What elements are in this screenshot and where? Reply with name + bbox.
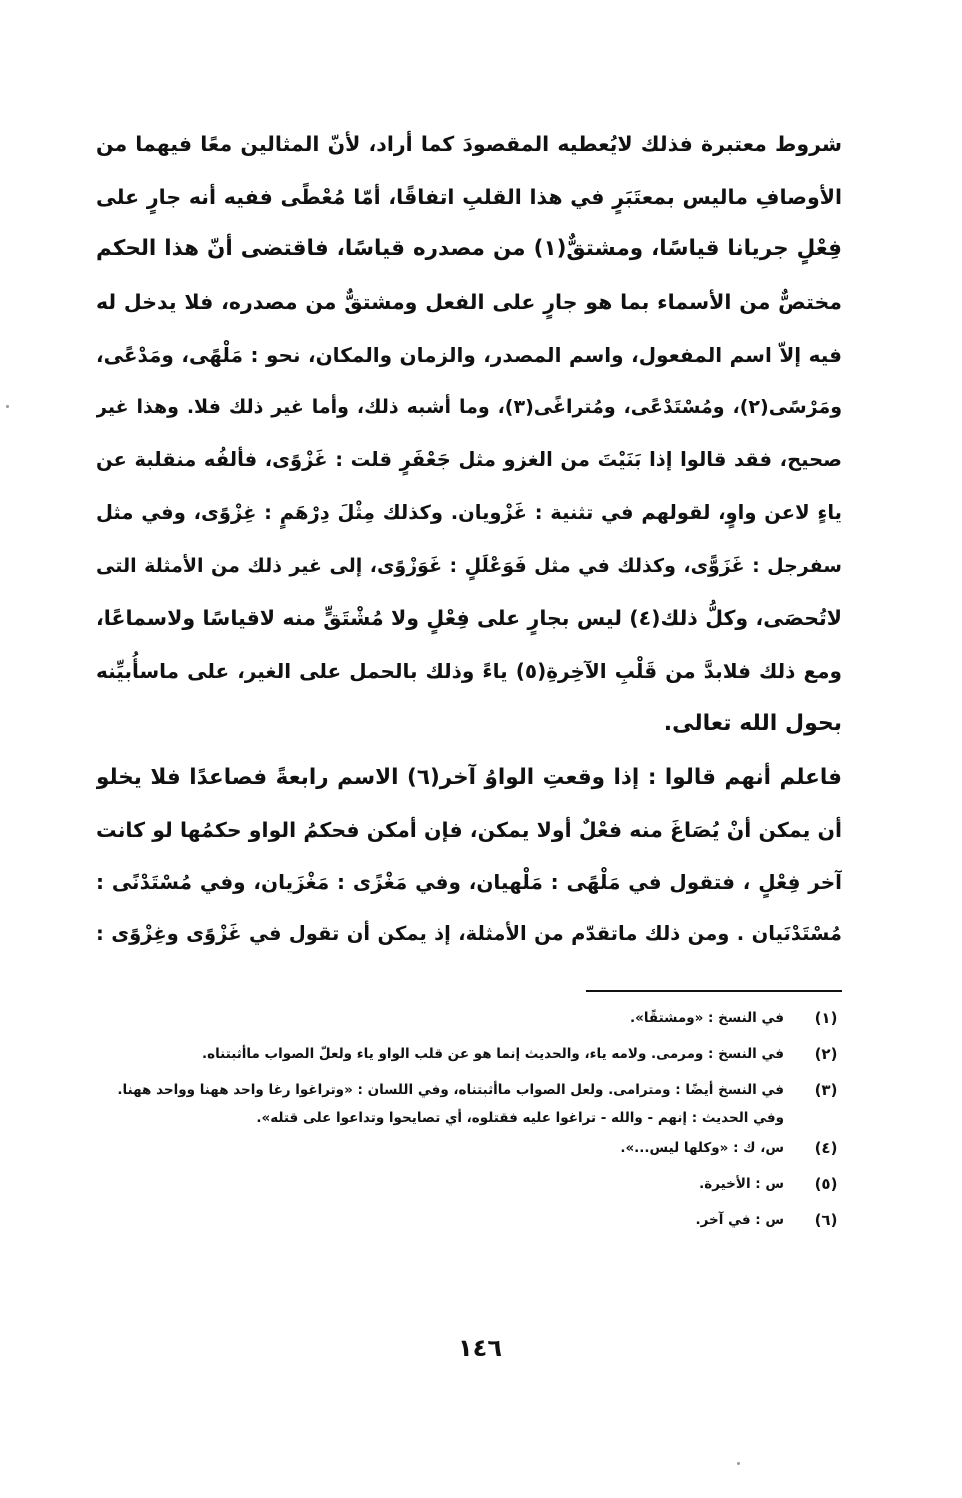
footnote-number: (٥)	[814, 1175, 838, 1193]
footnote-text: س، ك : «وكلها ليس...».	[620, 1140, 784, 1156]
text-line: شروط معتبرة فذلك لايُعطيه المقصودَ كما أراد، لأنّ المثالين معًا فيهما من	[96, 132, 842, 156]
text-line: ياءٍ لاعن واوٍ، لقولهم في تثنية : غَزْويان. وكذلك مِثْلَ دِرْهَمٍ : غِزْوًى، وفي مثل	[96, 500, 842, 524]
text-line: فاعلم أنهم قالوا : إذا وقعتِ الواوُ آخر(٦) الاسم رابعةً فصاعدًا فلا يخلو	[96, 765, 842, 790]
footnote-text: في النسخ : «ومشتقًا».	[629, 1010, 784, 1026]
text-line: آخر فِعْلٍ ، فتقول في مَلْهًى : مَلْهيان، وفي مَغْزًى : مَغْزَيان، وفي مُسْتَدْنًى :	[96, 870, 842, 894]
footnote-3	[96, 1076, 842, 1132]
text-line: أن يمكن أنْ يُصَاغَ منه فعْلٌ أولا يمكن، فإن أمكن فحكمُ الواو حكمُها لو كانت	[96, 818, 842, 842]
paragraph-2	[96, 752, 842, 960]
page-number: ١٤٦	[458, 1334, 502, 1362]
footnotes	[96, 1004, 842, 1242]
text-line: مُسْتَدْنَيان . ومن ذلك ماتقدّم من الأمثلة، إذ يمكن أن تقول في غَزْوًى وغِزْوًى :	[96, 922, 842, 945]
footnote-text: في النسخ أيضًا : ومترامى. ولعل الصواب ماأثبتناه، وفي اللسان : «وتراغوا رغا واحد ههنا وواحد ههنا. وفي الحديث : إنهم - والله - تراغوا عليه فقتلوه، أي تصايحوا وتداعوا على قتله».	[117, 1082, 784, 1126]
paragraph-1	[96, 118, 842, 750]
footnote-6	[96, 1206, 842, 1240]
text-line: ومع ذلك فلابدَّ من قَلْبِ الآخِرةِ(٥) ياءً وذلك بالحمل على الغير، على ماسأُبيِّنه	[96, 658, 842, 683]
footnote-2	[96, 1040, 842, 1074]
text-line: مختصٌّ من الأسماء بما هو جارٍ على الفعل ومشتقٌّ من مصدره، فلا يدخل له	[96, 290, 842, 315]
text-line: ومَرْسًى(٢)، ومُسْتَدْعًى، ومُتراغًى(٣)، وما أشبه ذلك، وأما غير ذلك فلا. وهذا غير	[96, 396, 842, 419]
footnote-divider	[586, 990, 842, 992]
text-line: صحيح، فقد قالوا إذا بَنَيْتَ من الغزو مثل جَعْفَرٍ قلت : غَزْوًى، فألفُه منقلبة عن	[96, 448, 842, 472]
text-line: الأوصافِ ماليس بمعتَبَرٍ في هذا القلبِ اتفاقًا، أمّا مُعْطًى ففيه أنه جارٍ على	[96, 184, 842, 209]
footnote-1	[96, 1004, 842, 1038]
footnote-text: في النسخ : ومرمى. ولامه ياء، والحديث إنما هو عن قلب الواو ياء ولعلّ الصواب ماأثبتناه.	[202, 1046, 784, 1062]
footnote-number: (٤)	[814, 1139, 838, 1157]
scan-speck	[6, 405, 9, 408]
footnote-4	[96, 1134, 842, 1168]
footnote-number: (٢)	[814, 1045, 838, 1063]
text-line: بحول الله تعالى.	[663, 710, 842, 736]
text-line: لاتُحصَى، وكلُّ ذلك(٤) ليس بجارٍ على فِعْلٍ ولا مُشْتَقٍّ منه لاقياسًا ولاسماعًا،	[96, 606, 842, 631]
text-line: فيه إلاّ اسم المفعول، واسم المصدر، والزمان والمكان، نحو : مَلْهًى، ومَدْعًى،	[96, 342, 842, 367]
footnote-number: (٦)	[814, 1211, 838, 1229]
footnote-5	[96, 1170, 842, 1204]
scan-speck	[737, 1462, 740, 1465]
footnote-number: (١)	[814, 1009, 838, 1027]
text-line: سفرجل : غَزَوًّى، وكذلك في مثل فَوَعْلَلٍ : غَوَزْوًى، إلى غير ذلك من الأمثلة التى	[96, 554, 842, 577]
text-line: فِعْلٍ جريانا قياسًا، ومشتقٌّ(١) من مصدره قياسًا، فاقتضى أنّ هذا الحكم	[96, 236, 842, 262]
footnote-text: س : في آخر.	[695, 1212, 784, 1228]
footnote-number: (٣)	[814, 1081, 838, 1099]
footnote-text: س : الأخيرة.	[699, 1176, 784, 1192]
